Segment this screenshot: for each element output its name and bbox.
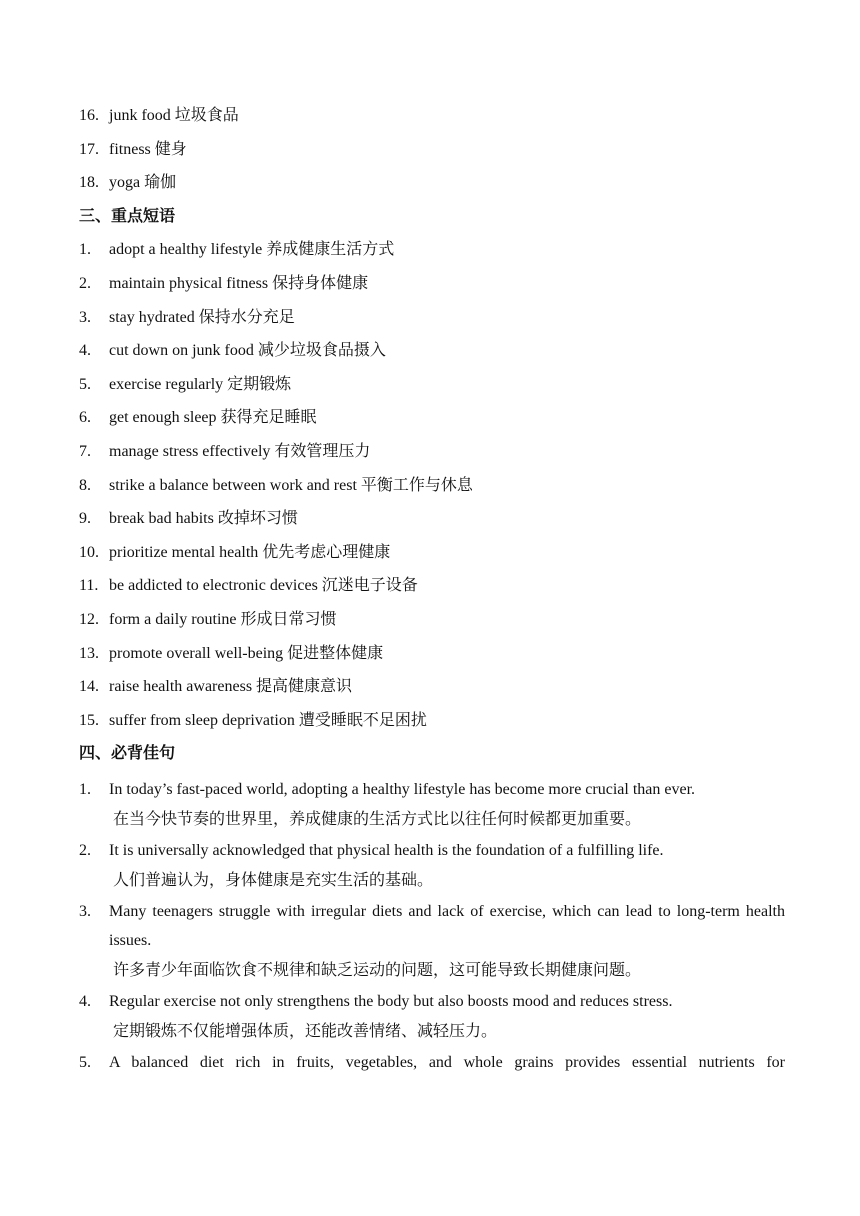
item-text: form a daily routine 形成日常习惯 — [109, 610, 337, 628]
item-text: break bad habits 改掉坏习惯 — [109, 510, 298, 528]
item-number: 18. — [79, 174, 99, 192]
sentence-english: Many teenagers struggle with irregular diets and lack of exercise, which can lead to long-term health issues. — [109, 902, 785, 949]
item-number: 2. — [79, 274, 91, 292]
item-number: 13. — [79, 644, 99, 662]
vocab-item-18 — [79, 170, 785, 204]
item-text: prioritize mental health 优先考虑心理健康 — [109, 543, 391, 561]
phrase-item — [79, 506, 785, 540]
sentence-chinese: 在当今快节奏的世界里，养成健康的生活方式比以往任何时候都更加重要。 — [113, 810, 642, 828]
sentence-english: It is universally acknowledged that physical health is the foundation of a fulfilling life. — [109, 841, 664, 859]
item-text: cut down on junk food 减少垃圾食品摄入 — [109, 342, 386, 360]
item-number: 5. — [79, 1053, 91, 1071]
phrase-item — [79, 708, 785, 742]
sentence-english: In today’s fast-paced world, adopting a healthy lifestyle has become more crucial than ever. — [109, 780, 696, 798]
item-number: 1. — [79, 241, 91, 259]
item-text: promote overall well-being 促进整体健康 — [109, 644, 384, 662]
item-text: be addicted to electronic devices 沉迷电子设备 — [109, 577, 418, 595]
sentence-chinese: 人们普遍认为，身体健康是充实生活的基础。 — [113, 871, 434, 889]
item-number: 10. — [79, 543, 99, 561]
item-number: 16. — [79, 107, 99, 124]
vocab-item-16 — [79, 103, 785, 137]
phrase-item — [79, 237, 785, 271]
item-text: adopt a healthy lifestyle 养成健康生活方式 — [109, 241, 395, 259]
item-text: yoga 瑜伽 — [109, 174, 177, 192]
item-text: suffer from sleep deprivation 遭受睡眠不足困扰 — [109, 711, 427, 729]
item-number: 3. — [79, 308, 91, 326]
phrase-item — [79, 540, 785, 574]
sentence-english: Regular exercise not only strengthens the body but also boosts mood and reduces stress. — [109, 992, 673, 1010]
item-number: 2. — [79, 841, 91, 859]
sentence-item — [79, 775, 785, 836]
item-number: 9. — [79, 510, 91, 528]
item-number: 11. — [79, 577, 99, 595]
item-text: exercise regularly 定期锻炼 — [109, 375, 292, 393]
item-text: maintain physical fitness 保持身体健康 — [109, 274, 369, 292]
section-heading-phrases: 三、重点短语 — [79, 207, 176, 225]
item-number: 7. — [79, 442, 91, 460]
item-number: 14. — [79, 678, 99, 696]
item-number: 12. — [79, 610, 99, 628]
phrase-item — [79, 473, 785, 507]
item-number: 4. — [79, 992, 91, 1010]
item-number: 5. — [79, 375, 91, 393]
phrase-item — [79, 338, 785, 372]
item-number: 15. — [79, 711, 99, 729]
sentence-chinese: 定期锻炼不仅能增强体质，还能改善情绪、减轻压力。 — [113, 1022, 498, 1040]
phrase-item — [79, 305, 785, 339]
sentence-item — [79, 897, 785, 987]
section-heading-sentences: 四、必背佳句 — [79, 745, 176, 763]
item-text: stay hydrated 保持水分充足 — [109, 308, 295, 326]
phrase-item — [79, 573, 785, 607]
item-text: manage stress effectively 有效管理压力 — [109, 442, 371, 460]
phrase-item — [79, 372, 785, 406]
item-number: 4. — [79, 342, 91, 360]
item-number: 3. — [79, 902, 91, 920]
document-page — [79, 103, 785, 1077]
item-text: get enough sleep 获得充足睡眠 — [109, 409, 317, 427]
item-text: fitness 健身 — [109, 140, 187, 158]
sentence-item — [79, 836, 785, 897]
phrase-item — [79, 271, 785, 305]
item-number: 1. — [79, 780, 91, 798]
item-number: 17. — [79, 140, 99, 158]
sentence-english: A balanced diet rich in fruits, vegetables, and whole grains provides essential nutrients for — [109, 1053, 785, 1071]
vocab-item-17 — [79, 137, 785, 171]
sentence-item — [79, 1048, 785, 1077]
item-text: strike a balance between work and rest 平衡工作与休息 — [109, 476, 473, 494]
item-text: junk food 垃圾食品 — [109, 107, 239, 124]
item-number: 6. — [79, 409, 91, 427]
phrase-item — [79, 405, 785, 439]
phrase-item — [79, 439, 785, 473]
phrase-item — [79, 674, 785, 708]
phrase-item — [79, 641, 785, 675]
sentence-chinese: 许多青少年面临饮食不规律和缺乏运动的问题，这可能导致长期健康问题。 — [113, 961, 642, 979]
phrase-item — [79, 607, 785, 641]
sentence-item — [79, 987, 785, 1048]
item-text: raise health awareness 提高健康意识 — [109, 678, 353, 696]
item-number: 8. — [79, 476, 91, 494]
